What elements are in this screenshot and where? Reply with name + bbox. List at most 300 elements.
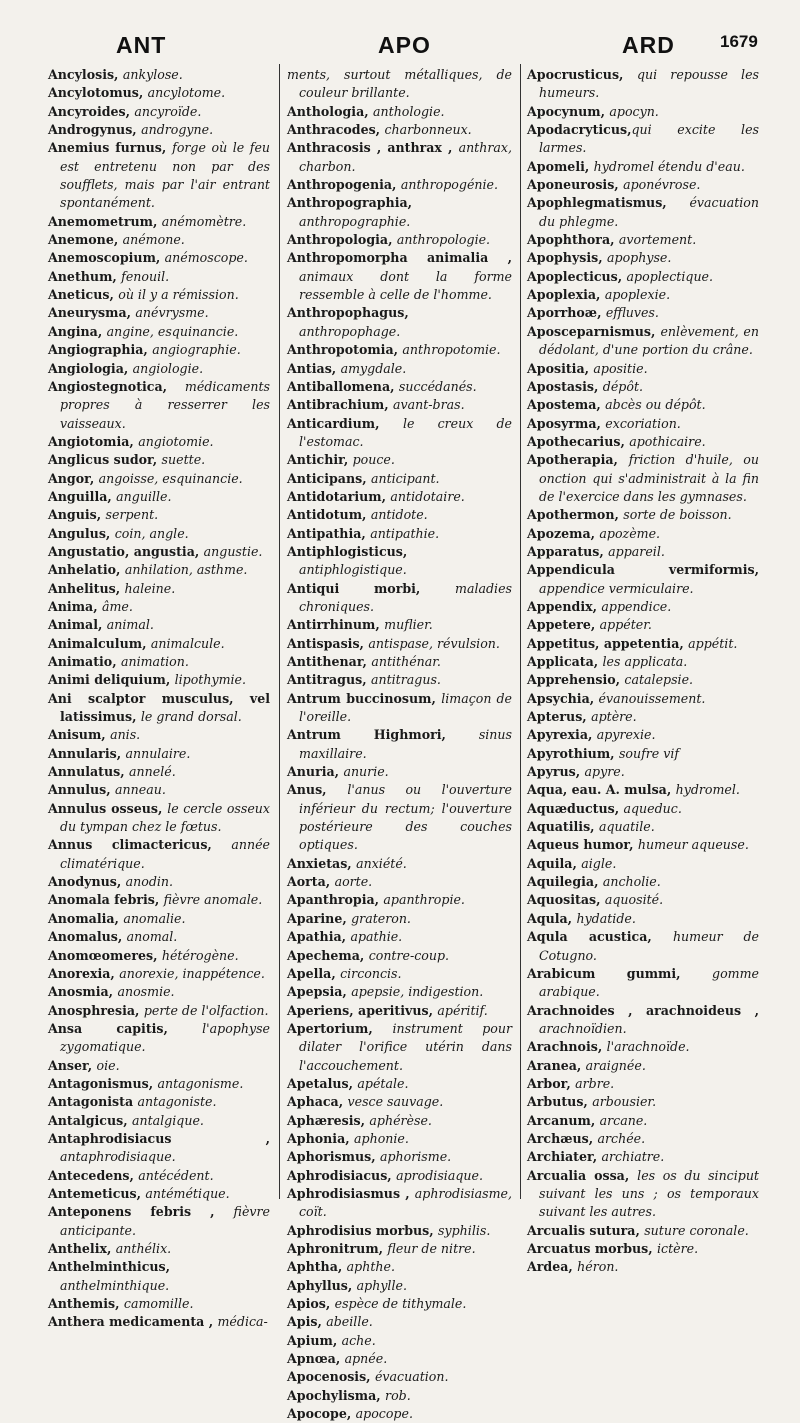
entry-headword: Aporrhoæ,	[527, 305, 606, 321]
entry-definition: charbonneux.	[384, 122, 472, 138]
dictionary-entry	[48, 268, 270, 286]
entry-definition: anémoscope.	[164, 250, 248, 266]
entry-definition: apéritif.	[437, 1002, 488, 1018]
entry-definition: lipothymie.	[174, 672, 247, 688]
entry-definition: antaphrodisiaque.	[60, 1149, 176, 1165]
entry-definition: antiphlogistique.	[299, 562, 407, 578]
entry-headword: Apechema,	[287, 947, 369, 963]
entry-definition: syphilis.	[438, 1222, 491, 1238]
entry-definition: vesce sauvage.	[347, 1094, 444, 1110]
dictionary-entry	[48, 84, 270, 102]
dictionary-entry	[48, 891, 270, 909]
dictionary-entry	[48, 1093, 270, 1111]
entry-definition: anurie.	[343, 764, 389, 780]
entry-headword: Antias,	[287, 360, 341, 376]
entry-headword: Apparatus,	[527, 543, 609, 559]
entry-headword: Anomalia,	[48, 910, 124, 926]
entry-headword: Antitragus,	[287, 672, 371, 688]
entry-definition: le cercle osseux du tympan chez le fœtus.	[60, 800, 270, 835]
dictionary-entry	[287, 1295, 512, 1313]
entry-definition: espèce de tithymale.	[334, 1296, 467, 1312]
entry-definition: hydromel étendu d'eau.	[593, 158, 745, 174]
entry-definition: friction d'huile, ou onction qui s'administrait à la fin de l'exercice dans les gymnases.	[539, 452, 759, 504]
dictionary-entry	[48, 525, 270, 543]
dictionary-entry	[287, 139, 512, 176]
entry-headword: Anthelix,	[48, 1241, 116, 1256]
entry-definition: antidotaire.	[390, 488, 465, 504]
entry-headword: Aquositas,	[527, 892, 605, 908]
entry-headword: Appetere,	[527, 617, 600, 633]
dictionary-entry	[48, 928, 270, 946]
entry-definition: appareil.	[608, 543, 665, 559]
entry-definition: anthrax, charbon.	[299, 140, 512, 174]
entry-definition: anévrysme.	[135, 305, 209, 321]
entry-definition: anosmie.	[117, 984, 175, 1000]
dictionary-entry	[287, 928, 512, 946]
page-number: 1679	[720, 32, 758, 51]
entry-column-left	[48, 66, 270, 1332]
dictionary-entry	[287, 231, 512, 249]
entry-definition: anneau.	[115, 782, 166, 798]
entry-headword: Aperiens, aperitivus,	[287, 1002, 438, 1018]
dictionary-entry	[527, 415, 759, 433]
entry-headword: Apophthora,	[527, 232, 619, 248]
entry-headword: Antiqui morbi,	[287, 580, 455, 596]
entry-headword: Anguilla,	[48, 488, 117, 504]
entry-definition: apepsie, indigestion.	[351, 984, 484, 1000]
entry-definition: qui excite les larmes.	[539, 122, 759, 156]
dictionary-entry	[287, 1258, 512, 1276]
entry-definition: héron.	[577, 1259, 619, 1275]
entry-definition: antalgique.	[131, 1112, 204, 1128]
entry-headword: Annulus,	[48, 782, 116, 798]
entry-definition: le creux de l'estomac.	[299, 415, 512, 449]
entry-headword: Anodynus,	[48, 874, 126, 890]
entry-headword: Anomalus,	[48, 929, 127, 945]
entry-headword: Apella,	[287, 965, 341, 981]
entry-headword: Animi deliquium,	[48, 672, 175, 688]
dictionary-entry	[527, 708, 759, 726]
entry-headword: Appendix,	[527, 598, 602, 614]
entry-definition: araignée.	[585, 1057, 646, 1073]
entry-headword: Aphtha,	[287, 1259, 347, 1275]
entry-headword: Aphorismus,	[287, 1149, 380, 1165]
dictionary-entry	[48, 745, 270, 763]
entry-headword: Applicata,	[527, 654, 603, 669]
dictionary-entry	[287, 891, 512, 909]
entry-definition: apnée.	[344, 1351, 388, 1367]
dictionary-entry	[48, 360, 270, 378]
entry-definition: anthropologie.	[396, 232, 491, 248]
dictionary-entry	[287, 360, 512, 378]
dictionary-entry	[287, 1093, 512, 1111]
entry-headword: Apositia,	[527, 360, 594, 376]
entry-headword: Ani scalptor musculus, vel latissimus,	[48, 690, 270, 725]
entry-definition: angine, esquinancie.	[106, 323, 239, 339]
entry-definition: apothicaire.	[629, 433, 706, 449]
dictionary-entry	[527, 378, 759, 396]
dictionary-entry	[527, 231, 759, 249]
entry-headword: Anthracodes,	[287, 122, 385, 138]
entry-definition: gomme arabique.	[539, 965, 759, 1000]
dictionary-entry	[287, 1112, 512, 1130]
dictionary-entry	[48, 451, 270, 469]
dictionary-entry	[48, 1203, 270, 1240]
dictionary-entry	[287, 1240, 512, 1258]
dictionary-entry	[287, 1002, 512, 1020]
dictionary-entry	[527, 928, 759, 965]
dictionary-entry	[527, 873, 759, 891]
entry-definition: anthropogénie.	[400, 177, 498, 193]
dictionary-entry	[527, 653, 759, 671]
entry-definition: animal.	[106, 617, 154, 633]
entry-definition: antagonisme.	[157, 1075, 244, 1091]
entry-headword: Ardea,	[527, 1259, 578, 1275]
dictionary-entry	[48, 1167, 270, 1185]
dictionary-entry	[48, 378, 270, 433]
column-divider	[520, 64, 521, 1199]
entry-definition: hydromel.	[675, 782, 740, 798]
dictionary-entry	[527, 323, 759, 360]
entry-headword: Anhelitus,	[48, 580, 125, 596]
entry-headword: Antipathia,	[287, 525, 371, 541]
dictionary-entry	[48, 873, 270, 891]
dictionary-entry	[527, 1130, 759, 1148]
entry-headword: Arbor,	[527, 1075, 576, 1091]
dictionary-entry	[527, 249, 759, 267]
entry-headword: Antagonista	[48, 1094, 138, 1110]
entry-definition: abcès ou dépôt.	[605, 397, 706, 413]
dictionary-entry	[527, 745, 759, 763]
entry-headword: Apanthropia,	[287, 892, 384, 908]
dictionary-entry	[287, 1167, 512, 1185]
dictionary-entry	[48, 304, 270, 322]
dictionary-entry	[287, 249, 512, 304]
entry-headword: Anthologia,	[287, 103, 374, 119]
entry-headword: Anima,	[48, 598, 102, 614]
entry-headword: Antalgicus,	[48, 1112, 132, 1128]
dictionary-entry	[287, 66, 512, 103]
entry-definition: aponévrose.	[623, 177, 701, 193]
entry-definition: humeur de Cotugno.	[539, 929, 759, 963]
entry-headword: Antibrachium,	[287, 397, 393, 413]
entry-definition: androgyne.	[141, 122, 214, 138]
dictionary-entry	[48, 726, 270, 744]
entry-headword: Apnœa,	[287, 1351, 345, 1367]
entry-definition: apyrexie.	[596, 727, 656, 743]
entry-headword: Apostema,	[527, 397, 606, 413]
entry-headword: Anosmia,	[48, 984, 118, 1000]
entry-headword: Anticipans,	[287, 470, 371, 486]
entry-definition: anomal.	[126, 929, 178, 945]
entry-definition: limaçon de l'oreille.	[299, 690, 512, 725]
entry-headword: Anser,	[48, 1057, 97, 1073]
entry-headword: Apoplexia,	[527, 287, 605, 303]
entry-definition: apyre.	[584, 764, 625, 780]
dictionary-entry	[527, 690, 759, 708]
dictionary-entry	[527, 360, 759, 378]
entry-headword: Anthropophagus,	[287, 305, 409, 321]
dictionary-entry	[48, 1057, 270, 1075]
dictionary-entry	[287, 947, 512, 965]
entry-definition: avant-bras.	[393, 397, 465, 413]
dictionary-entry	[48, 1240, 270, 1258]
entry-definition: médica-	[217, 1314, 268, 1330]
entry-definition: suture coronale.	[644, 1222, 749, 1238]
entry-headword: Aphonia,	[287, 1130, 355, 1146]
dictionary-entry	[48, 781, 270, 799]
dictionary-entry	[48, 470, 270, 488]
entry-definition: antitragus.	[370, 672, 441, 688]
entry-headword: Angustatio, angustia,	[48, 543, 204, 559]
dictionary-entry	[287, 396, 512, 414]
dictionary-entry	[527, 268, 759, 286]
entry-definition: le grand dorsal.	[140, 709, 242, 725]
running-head-center: APO	[378, 32, 431, 58]
entry-definition: apocyn.	[609, 103, 659, 119]
dictionary-entry	[287, 506, 512, 524]
entry-definition: fleur de nitre.	[387, 1241, 476, 1256]
entry-definition: effluves.	[605, 305, 659, 321]
column-divider	[279, 64, 280, 1199]
entry-definition: anis.	[110, 727, 141, 743]
entry-definition: aphthe.	[346, 1259, 395, 1275]
dictionary-entry	[527, 855, 759, 873]
entry-definition: évanouissement.	[598, 690, 706, 706]
entry-definition: ancyroïde.	[134, 103, 202, 119]
entry-definition: avortement.	[618, 232, 697, 248]
dictionary-entry	[527, 1075, 759, 1093]
dictionary-entry	[527, 818, 759, 836]
dictionary-entry	[527, 781, 759, 799]
dictionary-entry	[287, 1222, 512, 1240]
dictionary-entry	[48, 323, 270, 341]
entry-headword: Anuria,	[287, 764, 344, 780]
entry-definition: aquatile.	[598, 819, 655, 835]
dictionary-entry	[527, 1002, 759, 1039]
dictionary-entry	[287, 1020, 512, 1075]
entry-headword: Anus,	[287, 782, 348, 798]
entry-headword: Apyrexia,	[527, 727, 597, 743]
dictionary-entry	[48, 1112, 270, 1130]
dictionary-entry	[287, 543, 512, 580]
entry-headword: Apium,	[287, 1332, 342, 1348]
entry-headword: Apothermon,	[527, 507, 624, 523]
entry-definition: excoriation.	[605, 415, 681, 431]
entry-headword: Antidotum,	[287, 507, 371, 523]
entry-definition: qui repousse les humeurs.	[539, 67, 759, 101]
entry-headword: Appetitus, appetentia,	[527, 635, 689, 651]
entry-definition: angiologie.	[132, 360, 204, 376]
dictionary-entry	[48, 213, 270, 231]
entry-definition: fièvre anomale.	[163, 892, 263, 908]
entry-definition: aphérèse.	[369, 1112, 432, 1128]
dictionary-entry	[48, 561, 270, 579]
entry-headword: Arachnoides , arachnoideus ,	[527, 1002, 759, 1018]
entry-definition: grateron.	[351, 910, 411, 926]
entry-definition: aptère.	[591, 709, 637, 725]
dictionary-entry	[287, 1277, 512, 1295]
entry-definition: apophyse.	[607, 250, 672, 266]
dictionary-entry	[527, 1222, 759, 1240]
entry-headword: Apterus,	[527, 709, 592, 725]
dictionary-entry	[48, 836, 270, 873]
entry-headword: Apothecarius,	[527, 433, 630, 449]
entry-definition: l'apophyse zygomatique.	[60, 1020, 270, 1055]
entry-headword: Antispasis,	[287, 635, 369, 651]
entry-headword: Arcualis sutura,	[527, 1222, 645, 1238]
dictionary-entry	[287, 1075, 512, 1093]
entry-definition: anthélix.	[115, 1241, 172, 1256]
entry-headword: Animalculum,	[48, 635, 151, 651]
entry-definition: angiotomie.	[138, 433, 214, 449]
entry-definition: abeille.	[326, 1314, 373, 1330]
dictionary-entry	[527, 726, 759, 744]
entry-definition: fièvre anticipante.	[60, 1204, 270, 1238]
entry-headword: Aqula acustica,	[527, 929, 673, 945]
dictionary-entry	[527, 671, 759, 689]
dictionary-entry	[287, 1332, 512, 1350]
entry-definition: contre-coup.	[368, 947, 450, 963]
entry-headword: Aquilegia,	[527, 874, 603, 890]
entry-headword: Appendicula vermiformis,	[527, 562, 759, 578]
dictionary-entry	[287, 121, 512, 139]
entry-headword: Anethum,	[48, 268, 122, 284]
dictionary-entry	[287, 103, 512, 121]
entry-definition: apanthropie.	[383, 892, 465, 908]
entry-definition: âme.	[101, 598, 133, 614]
dictionary-entry	[287, 194, 512, 231]
entry-headword: Aphyllus,	[287, 1277, 357, 1293]
dictionary-entry	[287, 873, 512, 891]
dictionary-entry	[287, 525, 512, 543]
dictionary-entry	[527, 561, 759, 598]
dictionary-entry	[48, 286, 270, 304]
entry-headword: Arachnois,	[527, 1039, 607, 1055]
entry-definition: ictère.	[657, 1241, 699, 1256]
dictionary-entry	[287, 378, 512, 396]
dictionary-entry	[287, 763, 512, 781]
entry-definition: aigle.	[581, 855, 617, 871]
entry-definition: aphrodisiasme, coït.	[299, 1185, 512, 1220]
entry-definition: ankylose.	[122, 67, 183, 82]
entry-headword: Aquila,	[527, 855, 582, 871]
dictionary-entry	[527, 433, 759, 451]
entry-headword: Apomeli,	[527, 158, 594, 174]
entry-headword: Aquæductus,	[527, 800, 624, 816]
dictionary-entry	[527, 800, 759, 818]
entry-headword: Antiballomena,	[287, 378, 399, 394]
dictionary-entry	[527, 1258, 759, 1276]
dictionary-entry	[527, 158, 759, 176]
entry-headword: Apathia,	[287, 929, 351, 945]
entry-definition: anticipant.	[370, 470, 440, 486]
dictionary-entry	[48, 616, 270, 634]
entry-headword: Anglicus sudor,	[48, 452, 162, 468]
entry-headword: Angor,	[48, 470, 99, 486]
dictionary-entry	[287, 653, 512, 671]
dictionary-entry	[48, 341, 270, 359]
entry-headword: Apertorium,	[287, 1020, 393, 1036]
dictionary-entry	[527, 891, 759, 909]
entry-definition: haleine.	[124, 580, 176, 596]
dictionary-entry	[48, 543, 270, 561]
dictionary-entry	[48, 598, 270, 616]
entry-headword: Antithenar,	[287, 654, 372, 669]
entry-headword: Androgynus,	[48, 122, 142, 138]
dictionary-entry	[527, 176, 759, 194]
dictionary-entry	[287, 1350, 512, 1368]
dictionary-entry	[287, 1405, 512, 1423]
dictionary-entry	[527, 304, 759, 322]
dictionary-entry	[527, 598, 759, 616]
entry-headword: Antirrhinum,	[287, 617, 385, 633]
dictionary-entry	[48, 763, 270, 781]
entry-headword: Anemius furnus,	[48, 140, 173, 156]
dictionary-entry	[287, 415, 512, 452]
dictionary-entry	[48, 249, 270, 267]
entry-headword: Aneticus,	[48, 287, 119, 303]
dictionary-entry	[287, 488, 512, 506]
entry-definition: muflier.	[384, 617, 433, 633]
entry-definition: antipathie.	[370, 525, 440, 541]
entry-definition: anémomètre.	[161, 213, 247, 229]
entry-definition: anémone.	[122, 232, 185, 248]
entry-headword: Apocynum,	[527, 103, 610, 119]
entry-definition: les applicata.	[602, 654, 688, 669]
entry-headword: Aqua, eau. A. mulsa,	[527, 782, 676, 798]
entry-headword: Anomœomeres,	[48, 947, 162, 963]
entry-headword: Angina,	[48, 323, 107, 339]
entry-headword: Anthropomorpha animalia ,	[287, 250, 512, 266]
entry-headword: Aphrodisiasmus ,	[287, 1185, 415, 1201]
entry-definition: anguille.	[116, 488, 172, 504]
entry-headword: Aphrodisiacus,	[287, 1167, 397, 1183]
running-head-right: ARD	[622, 32, 675, 58]
entry-definition: perte de l'olfaction.	[143, 1002, 269, 1018]
entry-definition: l'arachnoïde.	[606, 1039, 690, 1055]
entry-headword: Aparine,	[287, 910, 352, 926]
entry-headword: Aposyrma,	[527, 415, 606, 431]
entry-headword: Aquatilis,	[527, 819, 599, 835]
entry-headword: Antecedens,	[48, 1167, 139, 1183]
entry-headword: Ancylotomus,	[48, 85, 148, 101]
entry-definition: antidote.	[370, 507, 428, 523]
dictionary-entry	[48, 231, 270, 249]
entry-definition: apositie.	[593, 360, 648, 376]
entry-headword: Aphaca,	[287, 1094, 348, 1110]
entry-headword: Antagonismus,	[48, 1075, 158, 1091]
entry-definition: enlèvement, en dédolant, d'une portion du crâne.	[539, 323, 759, 358]
entry-definition: forge où le feu est entretenu non par des soufflets, mais par l'air entrant spontanément.	[60, 140, 271, 211]
dictionary-entry	[287, 671, 512, 689]
entry-headword: Ancyroides,	[48, 103, 135, 119]
entry-definition: annulaire.	[125, 745, 191, 761]
dictionary-entry	[527, 763, 759, 781]
entry-definition: antithénar.	[371, 654, 441, 669]
entry-definition: animation.	[120, 654, 189, 669]
entry-headword: Archæus,	[527, 1130, 598, 1146]
entry-headword: Anhelatio,	[48, 562, 125, 578]
entry-definition: appendice.	[601, 598, 672, 614]
entry-definition: angoisse, esquinancie.	[98, 470, 243, 486]
entry-headword: Apprehensio,	[527, 672, 625, 688]
entry-headword: Aphrodisius morbus,	[287, 1222, 439, 1238]
dictionary-entry	[527, 103, 759, 121]
entry-headword: Angiotomia,	[48, 433, 139, 449]
entry-headword: Annularis,	[48, 745, 126, 761]
entry-headword: Arcualia ossa,	[527, 1167, 638, 1183]
